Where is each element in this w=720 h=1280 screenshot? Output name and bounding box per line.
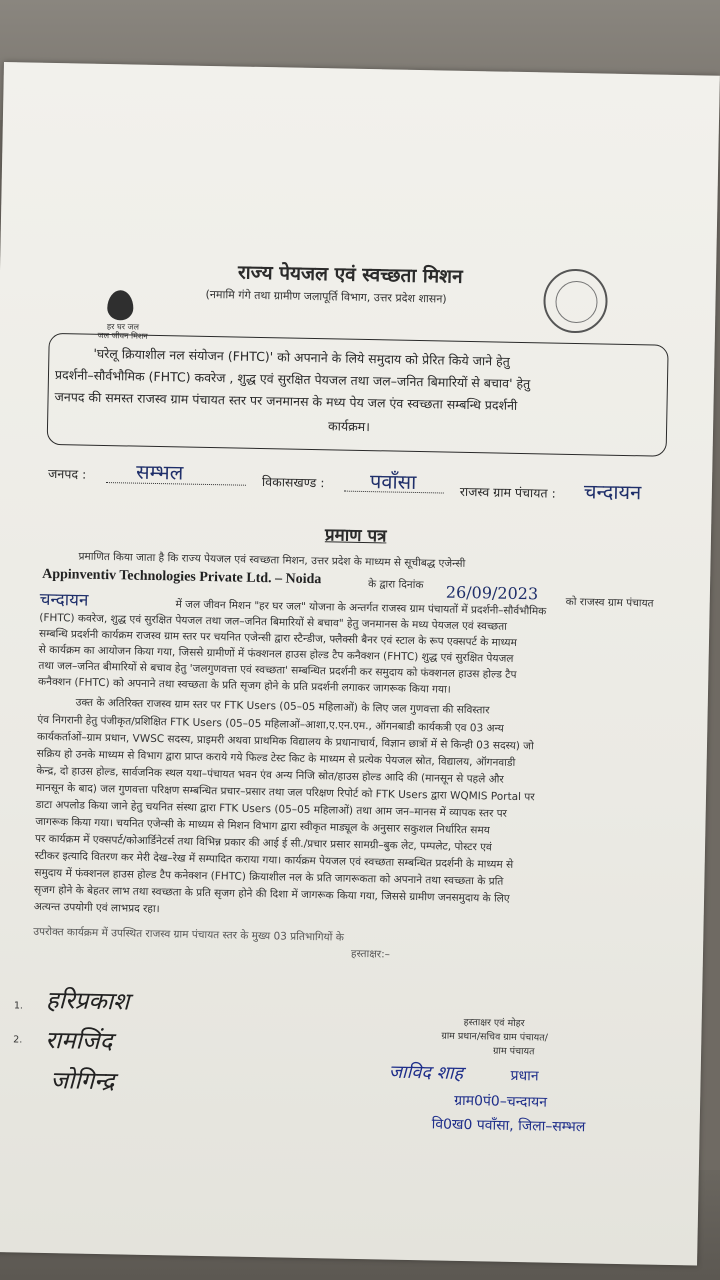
- body-p1-line6: से कार्यक्रम का आयोजन किया गया, जिससे ग्रामीणों में फंक्शनल हाउस होल्ड टैप कनैक्शन (FHTC) शुद्ध एवं सुरक्षित पेयजल: [38, 643, 514, 665]
- signature-and-seal-label: हस्ताक्षर एवं मोहर: [463, 1017, 525, 1030]
- signature-number-2: 2.: [13, 1034, 23, 1046]
- body-p1-line7: तथा जल–जनित बीमारियों से बचाव हेतु 'जलगुणवत्ता एवं स्वच्छता' सम्बन्धित प्रदर्शनी कर समुदाय को फंक्शनल हाउस होल्ड टैप: [38, 659, 517, 681]
- body-p1-line3: में जल जीवन मिशन "हर घर जल" योजना के अन्तर्गत राजस्व ग्राम पंचायतों में प्रदर्शनी–सौर्वभौमिक: [175, 598, 547, 618]
- box-line-1: 'घरेलू क्रियाशील नल संयोजन (FHTC)' को अपनाने के लिये समुदाय को प्रेरित किये जाने हेतु: [93, 345, 510, 369]
- block-label: विकासखण्ड :: [261, 474, 325, 491]
- body-p1-date-prefix: के द्वारा दिनांक: [367, 578, 424, 592]
- org-title: राज्य पेयजल एवं स्वच्छता मिशन: [237, 261, 463, 288]
- body-p1-line5: सम्बन्धि प्रदर्शनी कार्यक्रम राजस्व ग्राम स्तर पर चयनित एजेन्सी द्वारा स्टैन्डीज, फ्लैक्सी बैनर एवं स्टाल के रूप एक्सपर्ट के माध्यम: [38, 627, 517, 649]
- stamp-line-1: ग्राम0पं0–चन्दायन: [453, 1092, 548, 1111]
- document-page: [0, 62, 720, 1266]
- village-label: राजस्व ग्राम पंचायत :: [459, 483, 556, 501]
- logo-caption-1: हर घर जल: [106, 322, 140, 332]
- body-p2-line2: एंव निगरानी हेतु पंजीकृत/प्रशिक्षित FTK Users (05–05 महिलाओं–आशा,ए.एन.एम., ऑगनबाडी कार्यकत्री एव 03 अन्य: [37, 713, 504, 735]
- block-value: पवाँसा: [369, 469, 417, 494]
- pradhan-title: प्रधान: [510, 1067, 539, 1085]
- body-p1-date-suffix: को राजस्व ग्राम पंचायत: [565, 595, 654, 610]
- participant-signature-1: हरिप्रकाश: [45, 985, 130, 1016]
- body-p2-line1: उक्त के अतिरिक्त राजस्व ग्राम स्तर पर FTK Users (05–05 महिलाओं) के लिए जल गुणवत्ता की सविस्तार: [75, 696, 490, 717]
- agency-name: Appinventiv Technologies Private Ltd. – Noida: [42, 566, 322, 588]
- body-p2-line10: स्टीकर इत्यादि वितरण कर मेरी देख–रेख में सम्पादित कराया गया। कार्यक्रम पेयजल एवं स्वच्छता सम्बन्धित प्रदर्शनी के माध्यम से: [34, 849, 514, 871]
- date-value: 26/09/2023: [445, 582, 539, 604]
- body-p2-line8: जागरूक किया गया। चयनित एजेन्सी के माध्यम से मिशन विभाग द्वारा स्वीकृत माड्यूल के अनुसार सकुशल निर्धारित समय: [35, 815, 490, 837]
- signature-number-1: 1.: [13, 1000, 24, 1012]
- program-title-box: [47, 330, 669, 457]
- participants-signature-label: हस्ताक्षर:–: [350, 947, 391, 961]
- box-line-3: जनपद की समस्त राजस्व ग्राम पंचायत स्तर पर जनमानस के मध्य पेय जल एंव स्वच्छता सम्बन्धि प्रदर्शनी: [54, 389, 518, 413]
- body-p2-line12: सृजग होने के बेहतर लाभ तथा स्वच्छता के प्रति सृजग होने की दिशा में जागरूक किया गया, जिससे ग्रामीण जनसमुदाय के लिए: [34, 883, 510, 905]
- gram-panchayat-label: ग्राम पंचायत: [492, 1045, 535, 1058]
- box-line-2: प्रदर्शनी–सौर्वभौमिक (FHTC) कवरेज , शुद्ध एवं सुरक्षित पेयजल तथा जल–जनित बिमारियों से बचाव' हेतु: [54, 367, 531, 392]
- village-value: चन्दायन: [583, 479, 642, 505]
- body-p2-line13: अत्यन्त उपयोगी एवं लाभप्रद रहा।: [33, 900, 160, 916]
- logo-caption-2: जल जीवन मिशन: [97, 330, 148, 341]
- body-p2-line11: समुदाय में फंक्शनल हाउस होल्ड टैप कनेक्शन (FHTC) क्रियाशील नल के प्रति जागरूकता को अपनाने तथा स्वच्छता के प्रति: [34, 866, 504, 888]
- government-seal-icon: [543, 268, 608, 333]
- certificate-heading: प्रमाण पत्र: [324, 525, 387, 547]
- water-drop-icon: [107, 290, 134, 320]
- seal-emblem: [555, 281, 598, 324]
- pradhan-secretary-label: ग्राम प्रधान/सचिव ग्राम पंचायत/: [441, 1030, 548, 1044]
- org-subtitle: (नमामि गंगे तथा ग्रामीण जलापूर्ति विभाग, उत्तर प्रदेश शासन): [205, 287, 447, 306]
- stamp-line-2: वि0ख0 पवाँसा, जिला–सम्भल: [431, 1116, 586, 1136]
- pradhan-signature: जाविद शाह: [388, 1061, 464, 1084]
- box-line-4: कार्यक्रम।: [327, 418, 371, 435]
- body-p1-line1: प्रमाणित किया जाता है कि राज्य पेयजल एवं स्वच्छता मिशन, उत्तर प्रदेश के माध्यम से सूचीबद्ध एजेन्सी: [78, 550, 466, 570]
- body-p2-line6: मानसून के बाद) जल गुणवत्ता परिक्षण सम्बन्धित प्रचार–प्रसार तथा जल परिक्षण रिपोर्ट को FTK Users द्वारा WQMIS Portal पर: [35, 781, 535, 804]
- body-p2-line3: कार्यकर्ताओं–ग्राम प्रधान, VWSC सदस्य, प्राइमरी अथवा प्राथमिक विद्यालय के प्रधानाचार्य, विज्ञान छात्रों में से किन्ही 03 सदस्य) जो: [36, 730, 534, 753]
- participants-intro: उपरोक्त कार्यक्रम में उपस्थित राजस्व ग्राम पंचायत स्तर के मुख्य 03 प्रतिभागियों के: [33, 925, 344, 944]
- district-value: सम्भल: [135, 459, 184, 485]
- body-p1-line8: कनैक्शन (FHTC) को अपनाने तथा स्वच्छता के प्रति सृजग होने के प्रति प्रदर्शनी लगाकर जागरूक किया गया।: [37, 675, 451, 696]
- participant-signature-2: रामजिंद: [44, 1025, 113, 1056]
- participant-signature-3: जोगिन्द्र: [50, 1066, 115, 1096]
- body-p2-line4: सक्रिय हो उनके माध्यम से विभाग द्वारा प्राप्त कराये गये फिल्ड टेस्ट किट के माध्यम से प्रत्येक पेयजल स्रोत, विद्यालय, ऑगनवाडी: [36, 747, 516, 769]
- body-p2-line5: केन्द्र, दो हाउस होल्ड, सार्वजनिक स्थल यथा–पंचायत भवन एंव अन्य निजि स्रोत/हाउस होल्ड आदि की (मानसून से पहले और: [36, 764, 504, 786]
- body-p2-line9: पर कार्यक्रम में एक्सपर्ट/कोआर्डिनेटर्स तथा विभिन्न प्रकार की आई ई सी./प्रचार प्रसार सामग्री–बुक लेट, पम्पलेट, पोस्टर एवं: [34, 832, 492, 854]
- body-p1-line4: (FHTC) कवरेज, शुद्ध एवं सुरक्षित पेयजल तथा जल–जनित बिमारियों से बचाव" हेतु जनमानस के मध्य पेयजल एवं स्वच्छता: [39, 611, 507, 633]
- body-p2-line7: डाटा अपलोड किया जाने हेतु चयनित संस्था द्वारा FTK Users (05–05 महिलाओं) तथा आम जन–मानस में व्यापक स्तर पर: [35, 798, 508, 820]
- district-label: जनपद :: [47, 465, 87, 482]
- village-name-inline: चन्दायन: [39, 589, 89, 611]
